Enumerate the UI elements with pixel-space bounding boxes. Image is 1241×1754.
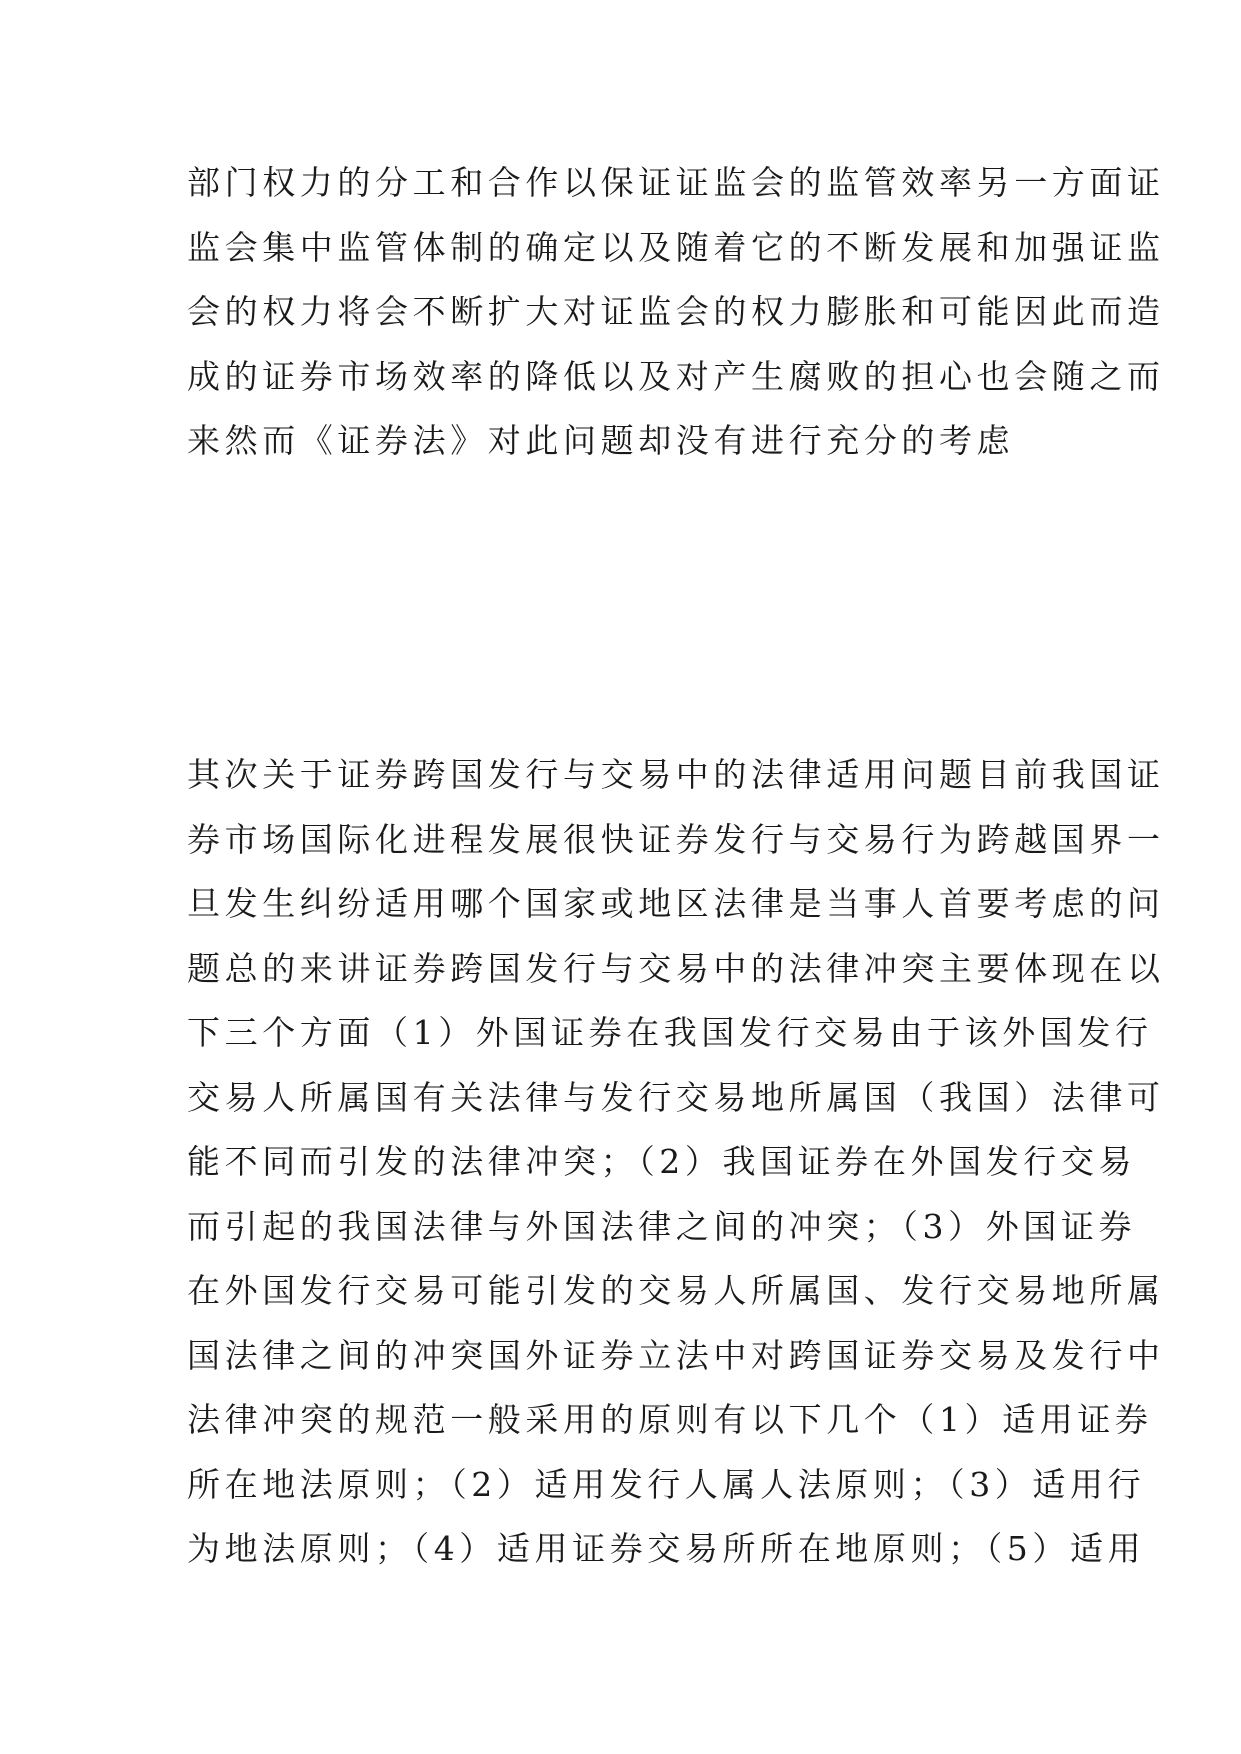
paragraph-2-line: 能不同而引发的法律冲突；（2）我国证券在外国发行交易 [187,1142,1137,1181]
paragraph-2-line: 券市场国际化进程发展很快证券发行与交易行为跨越国界一 [187,820,1165,859]
paragraph-2-line: 题总的来讲证券跨国发行与交易中的法律冲突主要体现在以 [187,949,1165,988]
paragraph-1-line: 部门权力的分工和合作以保证证监会的监管效率另一方面证 [187,163,1165,202]
paragraph-2-line: 法律冲突的规范一般采用的原则有以下几个（1）适用证券 [187,1400,1153,1439]
paragraph-1-line: 会的权力将会不断扩大对证监会的权力膨胀和可能因此而造 [187,292,1165,331]
paragraph-2-line: 其次关于证券跨国发行与交易中的法律适用问题目前我国证 [187,755,1165,794]
paragraph-2-line: 国法律之间的冲突国外证券立法中对跨国证券交易及发行中 [187,1336,1165,1375]
paragraph-2-line: 而引起的我国法律与外国法律之间的冲突；（3）外国证券 [187,1207,1137,1246]
paragraph-1-line: 成的证券市场效率的降低以及对产生腐败的担心也会随之而 [187,357,1165,396]
paragraph-1-line: 来然而《证券法》对此问题却没有进行充分的考虑 [187,421,1015,460]
paragraph-2-line: 在外国发行交易可能引发的交易人所属国、发行交易地所属 [187,1271,1165,1310]
paragraph-2-line: 旦发生纠纷适用哪个国家或地区法律是当事人首要考虑的问 [187,884,1165,923]
paragraph-2-line: 下三个方面（1）外国证券在我国发行交易由于该外国发行 [187,1013,1153,1052]
paragraph-2-line: 为地法原则；（4）适用证券交易所所在地原则；（5）适用 [187,1529,1146,1568]
paragraph-2-line: 交易人所属国有关法律与发行交易地所属国（我国）法律可 [187,1078,1165,1117]
paragraph-1-line: 监会集中监管体制的确定以及随着它的不断发展和加强证监 [187,228,1165,267]
paragraph-2-line: 所在地法原则；（2）适用发行人属人法原则；（3）适用行 [187,1465,1146,1504]
